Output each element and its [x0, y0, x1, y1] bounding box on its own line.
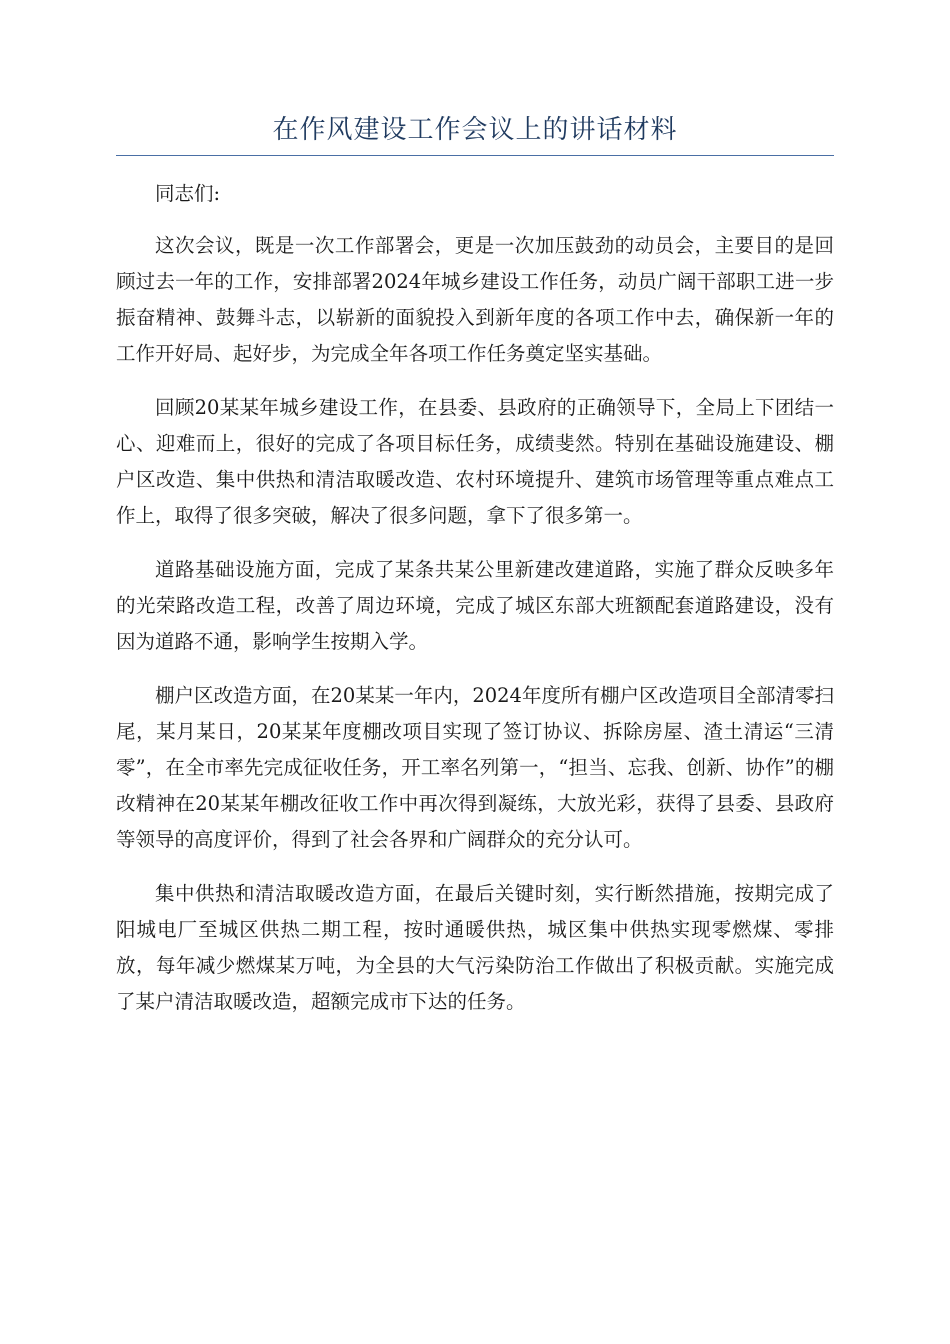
salutation: 同志们: [155, 182, 221, 205]
document-title: 在作风建设工作会议上的讲话材料 [272, 115, 678, 145]
paragraph-roads: 道路基础设施方面，完成了某条共某公里新建改建道路，实施了群众反映多年的光荣路改造工程，改善了周边环境，完成了城区东部大班额配套道路建设，没有因为道路不通，影响学生按期入学。 [116, 558, 834, 653]
title-underline [116, 155, 834, 156]
paragraph-intro: 这次会议，既是一次工作部署会，更是一次加压鼓劲的动员会，主要目的是回顾过去一年的工作，安排部署2024年城乡建设工作任务，动员广阔干部职工进一步振奋精神、鼓舞斗志，以崭新的面貌投入到新年度的各项工作中去，确保新一年的工作开好局、起好步，为完成全年各项工作任务奠定坚实基础。 [116, 234, 834, 365]
paragraph-review: 回顾20某某年城乡建设工作，在县委、县政府的正确领导下，全局上下团结一心、迎难而上，很好的完成了各项目标任务，成绩斐然。特别在基础设施建设、棚户区改造、集中供热和清洁取暖改造、农村环境提升、建筑市场管理等重点难点工作上，取得了很多突破，解决了很多问题，拿下了很多第一。 [116, 396, 834, 527]
paragraph-heating: 集中供热和清洁取暖改造方面，在最后关键时刻，实行断然措施，按期完成了阳城电厂至城区供热二期工程，按时通暖供热，城区集中供热实现零燃煤、零排放，每年减少燃煤某万吨，为全县的大气污染防治工作做出了积极贡献。实施完成了某户清洁取暖改造，超额完成市下达的任务。 [116, 882, 834, 1013]
document-page [116, 108, 834, 1020]
paragraph-shantytown: 棚户区改造方面，在20某某一年内，2024年度所有棚户区改造项目全部清零扫尾，某月某日，20某某年度棚改项目实现了签订协议、拆除房屋、渣土清运“三清零”，在全市率先完成征收任务，开工率名列第一，“担当、忘我、创新、协作”的棚改精神在20某某年棚改征收工作中再次得到凝练，大放光彩，获得了县委、县政府等领导的高度评价，得到了社会各界和广阔群众的充分认可。 [116, 684, 834, 851]
